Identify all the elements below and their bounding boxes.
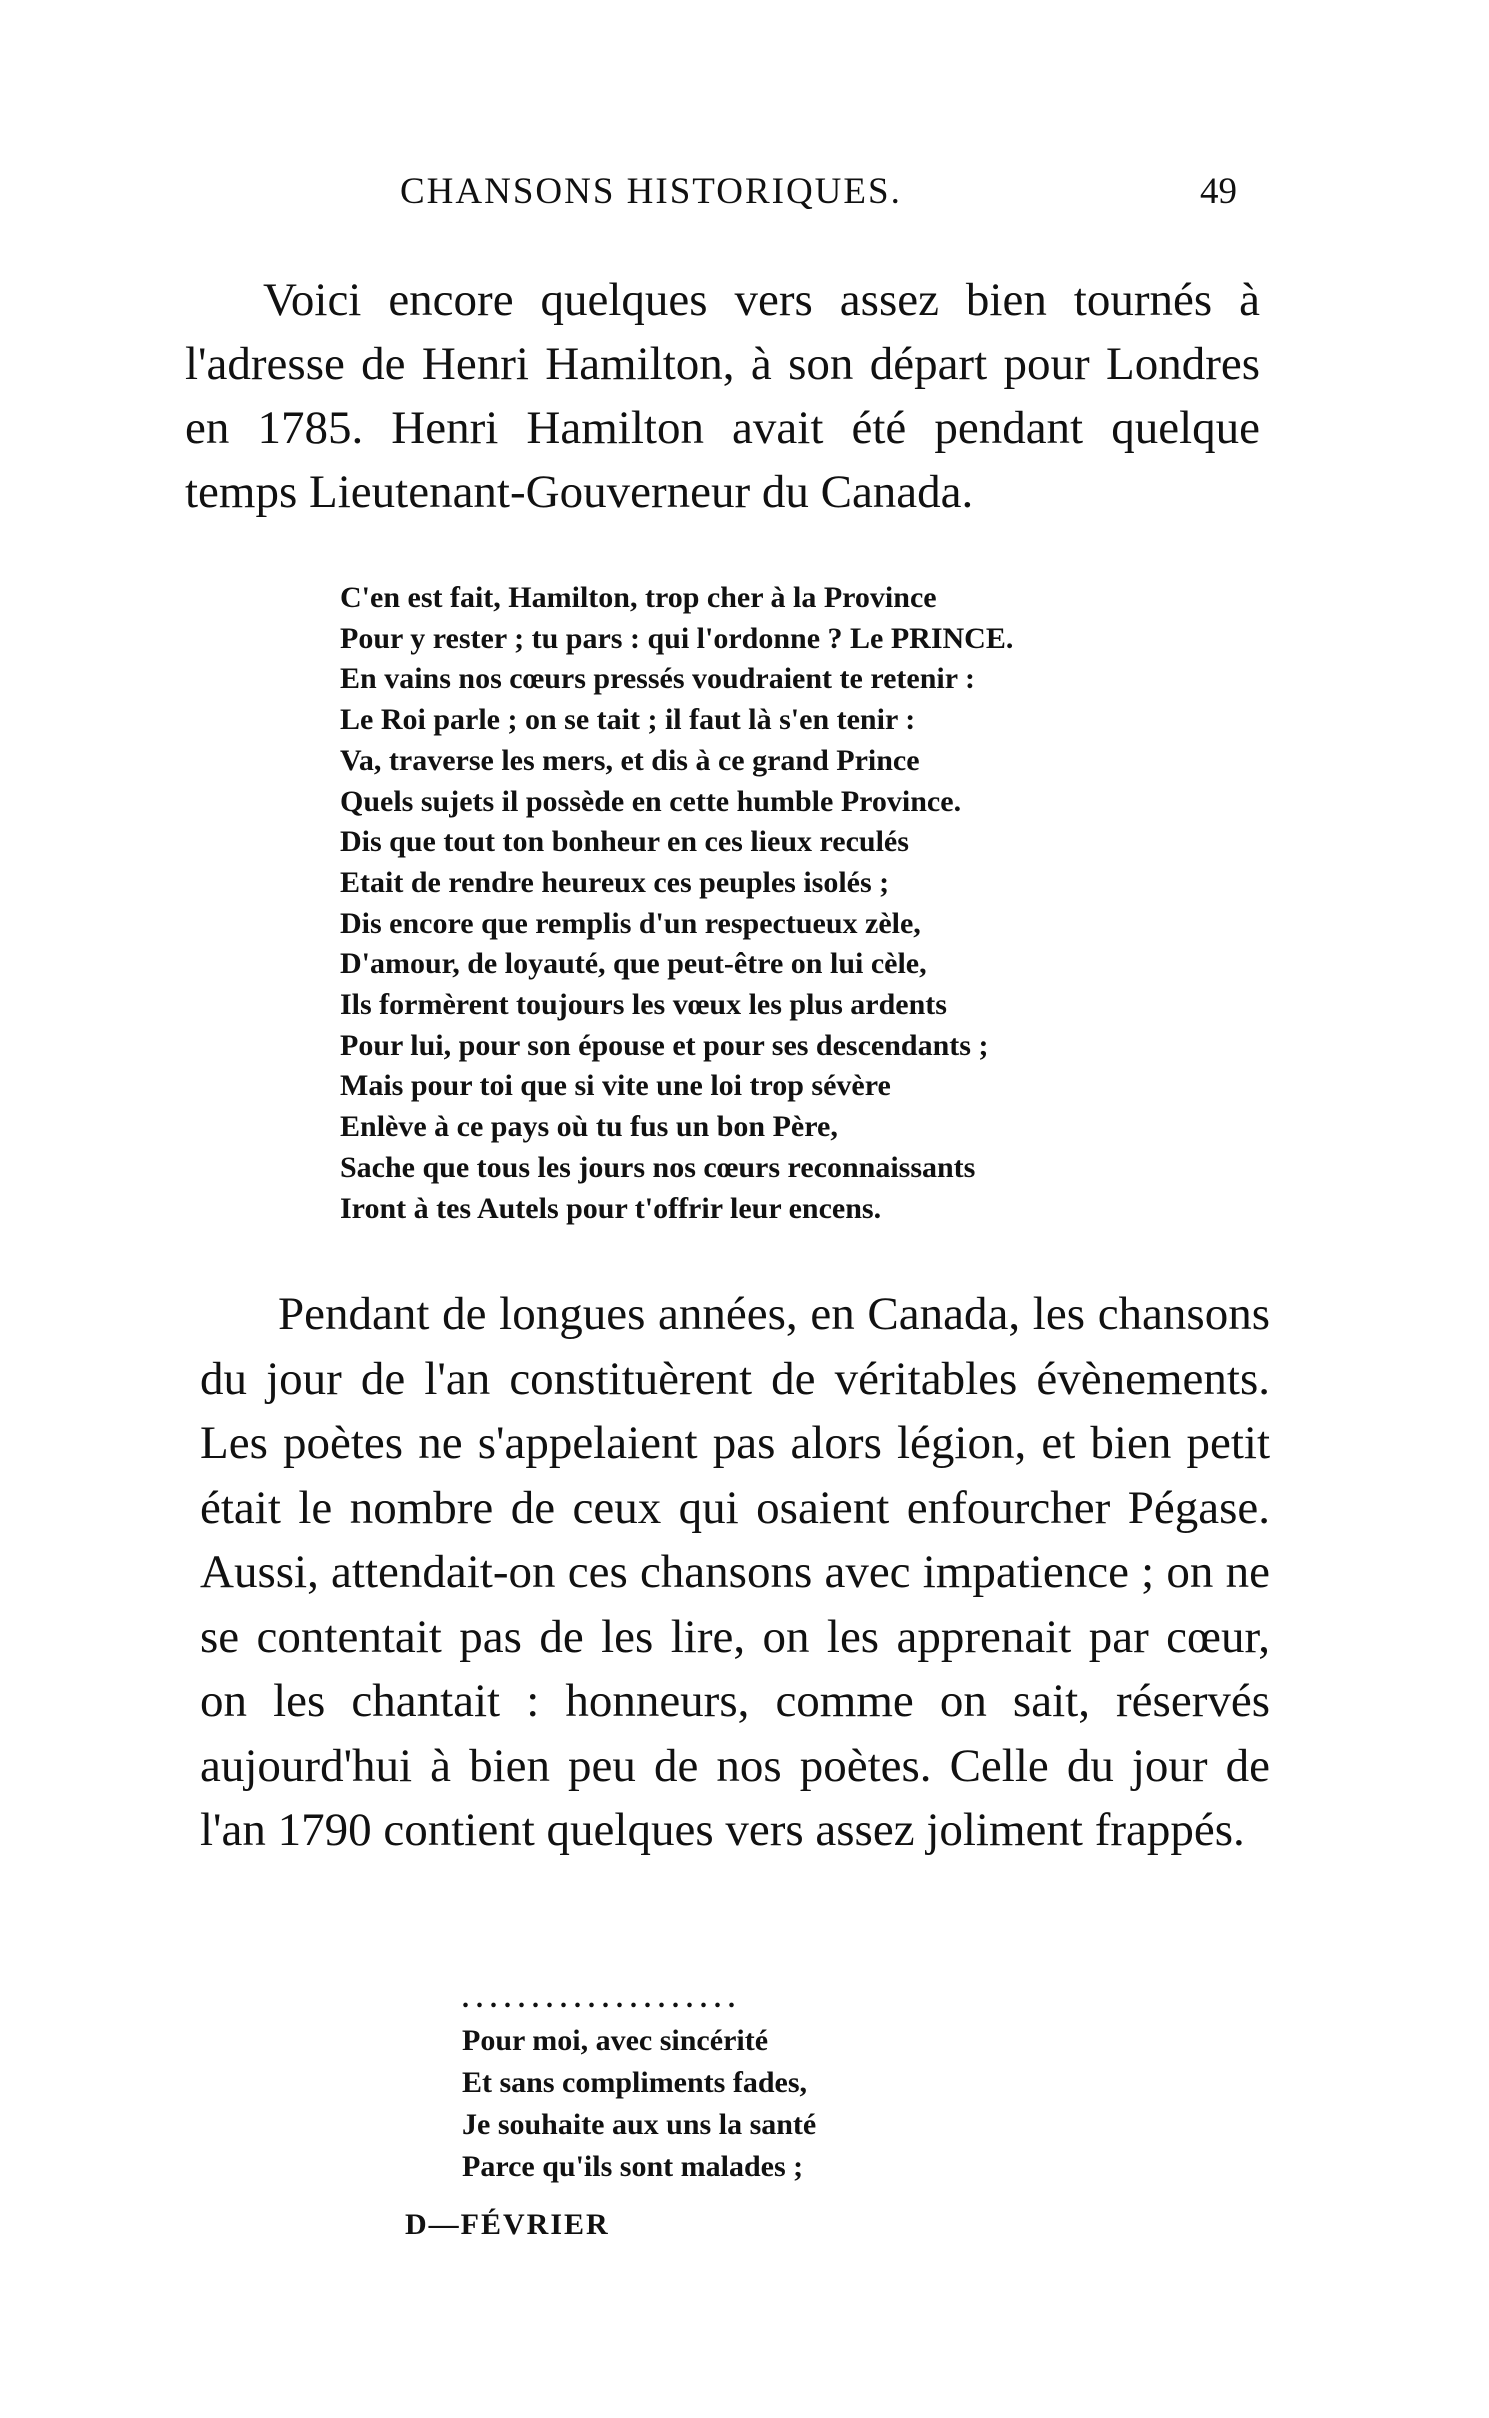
verse-line: Ils formèrent toujours les vœux les plus ardents bbox=[340, 988, 947, 1022]
main-paragraph bbox=[200, 1282, 1270, 1863]
verse-line: En vains nos cœurs pressés voudraient te retenir : bbox=[340, 662, 976, 696]
signature-mark: D—FÉVRIER bbox=[405, 2208, 610, 2241]
verse-line: Quels sujets il possède en cette humble Province. bbox=[340, 784, 962, 818]
verse-line: Mais pour toi que si vite une loi trop sévère bbox=[340, 1069, 891, 1103]
verse-line: C'en est fait, Hamilton, trop cher à la Province bbox=[340, 581, 937, 614]
verse-line: D'amour, de loyauté, que peut-être on lui cèle, bbox=[340, 947, 927, 981]
intro-paragraph bbox=[185, 268, 1260, 524]
verse-line: Parce qu'ils sont malades ; bbox=[462, 2150, 804, 2183]
verse-line: Je souhaite aux uns la santé bbox=[462, 2108, 817, 2141]
verse-line: Le Roi parle ; on se tait ; il faut là s'en tenir : bbox=[340, 703, 916, 737]
verse-line: Dis encore que remplis d'un respectueux zèle, bbox=[340, 906, 921, 940]
running-head bbox=[0, 170, 1489, 220]
verse-line: Et sans compliments fades, bbox=[462, 2066, 808, 2099]
verse-line: Etait de rendre heureux ces peuples isolés ; bbox=[340, 865, 890, 899]
verse-line: Sache que tous les jours nos cœurs reconnaissants bbox=[340, 1150, 976, 1184]
verse-line: Enlève à ce pays où tu fus un bon Père, bbox=[340, 1110, 838, 1144]
running-title: CHANSONS HISTORIQUES. bbox=[400, 171, 902, 212]
verse-line: Pour y rester ; tu pars : qui l'ordonne ? Le PRINCE. bbox=[340, 621, 1014, 655]
poem-hamilton bbox=[340, 578, 1013, 1229]
verse-line: Dis que tout ton bonheur en ces lieux reculés bbox=[340, 825, 909, 859]
page-number: 49 bbox=[1200, 171, 1237, 212]
verse-line: Va, traverse les mers, et dis à ce grand Prince bbox=[340, 743, 920, 777]
ellipsis-line: .................... bbox=[462, 1983, 742, 2014]
poem-new-year-1790 bbox=[462, 1978, 816, 2188]
verse-line: Pour lui, pour son épouse et pour ses descendants ; bbox=[340, 1028, 989, 1062]
main-text: Pendant de longues années, en Canada, les chansons du jour de l'an constituèrent de véritables évènements. Les poètes ne s'appelaient pas alors légion, et bien petit était le nombre de ceux qui osaient enfourcher Pégase. Aussi, attendait-on ces chansons avec impatience ; on ne se contentait pas de les lire, on les apprenait par cœur, on les chantait : honneurs, comme on sait, réservés aujourd'hui à bien peu de nos poètes. Celle du jour de l'an 1790 contient quelques vers assez joliment frappés. bbox=[200, 1288, 1270, 1856]
intro-text: Voici encore quelques vers assez bien tournés à l'adresse de Henri Hamilton, à son départ pour Londres en 1785. Henri Hamilton avait été pendant quelque temps Lieutenant-Gouverneur du Canada. bbox=[185, 274, 1260, 518]
verse-line: Iront à tes Autels pour t'offrir leur encens. bbox=[340, 1191, 882, 1225]
verse-line: Pour moi, avec sincérité bbox=[462, 2024, 769, 2057]
